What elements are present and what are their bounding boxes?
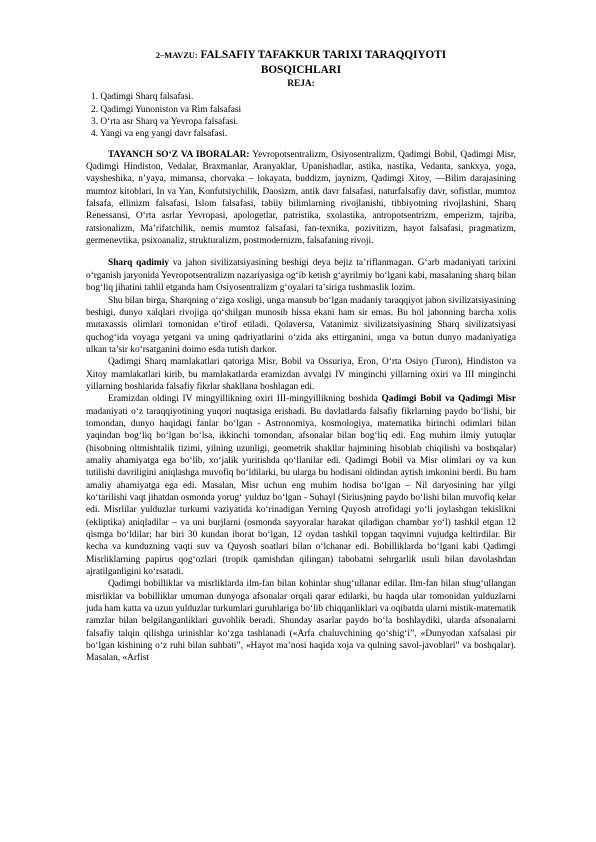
document-page bbox=[86, 48, 516, 665]
page-title bbox=[86, 48, 516, 77]
paragraph-1-bold: Sharq qadimiy bbox=[108, 258, 169, 269]
title-prefix: 2–MAVZU: bbox=[155, 51, 198, 60]
plan-list bbox=[86, 91, 516, 140]
paragraph-5: Qadimgi bobilliklar va misrliklarda ilm-fan bilan kohinlar shug‘ullanar edilar. Ilm-fan bilan shug‘ullangan misrliklar va bobilliklar umuman dunyoga afsonalar orqali qarar edilarki, bu haqda ular tomonidan yulduzlarni juda ham katta va uzun yulduzlar turkumlari guruhlariga bo‘lib chiqqanliklari va oqibatda ularni mistik-matematik ramzlar bilan belgilanganliklari guvohlik beradi. Shunday asarlar paydo bo‘la boshlaydiki, ularda afsonalarni falsafiy talqin qilishga urinishlar ko‘zga tashlanadi («Arfa chaluvchining qo‘shig‘i”, «Dunyodan xafsalasi pir bo‘lgan kishining o‘z ruhi bilan suhbati”, «Hayot ma’nosi haqida xoja va qulning savol-javoblari” va boshqalar). Masalan, «Arfist bbox=[86, 579, 516, 664]
paragraph-2: Shu bilan birga, Sharqning o‘ziga xosligi, unga mansub bo‘lgan madaniy taraqqiyot jahon sivilizatsiyasining beshigi, dunyo xalqlari rivojiga qo‘shilgan munosib hissa ekani ham sir emas. Bu hol jahonning barcha xolis mutaxassis olimlari tomonidan e’tirof etiladi. Qolaversa, Vatanimiz sivilizatsiyasining Sharq sivilizatsiyasi quchog‘ida voyaga yetgani va uning qadriyatlarini o‘zida aks ettirganini, unga va butun dunyo madaniyatiga ulkan ta’sir ko‘rsatganini doimo esda tutish darkor. bbox=[86, 295, 516, 355]
keywords-text: Yevropotsentralizm, Osiyosentralizm, Qadimgi Bobil, Qadimgi Misr, Qadimgi Hindiston, Vedalar, Braxmanlar, Aranyaklar, Upanishadlar, astika, nastika, Vedanta, sankxya, yoga, vaysheshika, n’yaya, mimansa, chorvaka – lokayata, buddizm, jaynizm, Qadimgi Xitoy, ―Bilim darajasining mumtoz kitoblari, In va Yan, Konfutsiychilik, Daosizm, antik davr falsafasi, naturfalsafiy davr, sofistlar, mumtoz falsafa, ellinizm falsafasi, Islom falsafasi, tabiiy bilimlarning rivojlanishi, tibbiyotning rivojlashini, Sharq Renessansi, O‘rta asrlar Yevropasi, apologetlar, patristika, sxolastika, antropotsentrizm, emperizm, tajriba, ratsionalizm, Ma’rifatchilik, nemis mumtoz falsafasi, fan-texnika, pozivitizm, hayot falsafasi, pragmatizm, germenevtika, psixoanaliz, strukturalizm, postmodernizm, falsafaning rivoji. bbox=[86, 149, 516, 247]
paragraph-4-after: madaniyati o‘z taraqqiyotining yuqori nuqtasiga erishadi. Bu davlatlarda falsafiy fikrlarning paydo bo‘lishi, bir tomondan, dunyo haqidagi fanlar bo‘lgan - Astronomiya, kosmologiya, matematika birinchi odimlari bilan yaqindan bog‘liq bo‘lgan bo‘lsa, ikkinchi tomondan, afsonalar bilan bog‘liq edi. Eng muhim ilmiy yutuqlar (hisobning oltmishtalik tizimi, yilning uzunligi, geometrik shakllar hajmining hisoblab chiqilishi va boshqalar) amaliy ahamiyatga ega bo‘lib, xo‘jalik yuritishda qo‘llanilar edi. Qadimgi Bobil va Misr olimlari oy va kun tutilishi davriligini aniqlashga muvofiq bo‘ldilarki, bu ularga bu hodisani oldindan aytish imkonini berdi. Bu ham amaliy ahamiyatga ega edi. Masalan, Misr uchun eng muhim hodisa bo‘lgan – Nil daryosining har yilgi ko‘tarilishi vaqt jihatdan osmonda yorug‘ yulduz bo‘lgan - Suhayl (Sirius)ning paydo bo‘lishi bilan muvofiq kelar edi. Misrlilar yulduzlar turkumi vaziyatida ko‘rinadigan Yerning Quyosh atrofidagi yo‘li joylashgan tekislikni (ekliptika) aniqladilar – va uni burjlarni (osmonda sayyoralar harakat qiladigan chambar yo‘l) tashkil etgan 12 qismga bo‘ldilar; har biri 30 kundan iborat bo‘lgan, 12 oydan tashkil topgan taqvimni vujudga keltirdilar. Bir kecha va kunduzning vaqti suv va Quyosh soatlari bilan o‘lchanar edi. Bobilliklarda bo‘lgani kabi Qadimgi Misrliklarning papirus qog‘ozlari (tropik qamishdan qilingan) tabobatni sehrgarlik usuli bilan davolashdan ajratilganligini ko‘rsatadi. bbox=[86, 406, 516, 578]
paragraph-4 bbox=[86, 393, 516, 578]
plan-item: 3. O‘rta asr Sharq va Yevropa falsafasi. bbox=[91, 117, 239, 128]
plan-item: 4. Yangi va eng yangi davr falsafasi. bbox=[91, 129, 228, 140]
paragraph-3: Qadimgi Sharq mamlakatlari qatoriga Misr, Bobil va Ossuriya, Eron, O‘rta Osiyo (Turon), Hindiston va Xitoy mamlakatlari kirib, bu mamlakatlarda eramizdan avvalgi IV minginchi yillarning oxiri va III minginchi yillarning boshlarida falsafiy fikrlar shakllana boshlagan edi. bbox=[86, 357, 516, 392]
plan-item: 2. Qadimgi Yunoniston va Rim falsafasi bbox=[91, 104, 242, 115]
paragraph-4-bold: Qadimgi Bobil va Qadimgi Misr bbox=[381, 394, 516, 405]
plan-heading: REJA: bbox=[287, 79, 315, 89]
keywords-label: TAYANCH SO‘Z VA IBORALAR: bbox=[108, 149, 250, 160]
paragraph-4-before: Eramizdan oldingi IV mingyillikning oxiri III-mingyillikning boshida bbox=[108, 394, 382, 405]
paragraph-1-text: va jahon sivilizatsiyasining beshigi deya bejiz ta’riflanmagan. G‘arb madaniyati tarixini o‘rganish jaryonida Yevropotsentralizm nazariyasiga og‘ib ketish g‘ayrilmiy bo‘lgani kabi, masalaning sharq bilan bog‘liq jihatini tahlil etganda ham Osiyosentralizm g‘oyalari ta’siriga tushmaslik lozim. bbox=[86, 258, 516, 294]
plan-item: 1. Qadimgi Sharq falsafasi. bbox=[91, 92, 194, 103]
paragraph-1 bbox=[86, 257, 516, 294]
keywords-paragraph bbox=[86, 149, 516, 248]
title-main: FALSAFIY TAFAKKUR TARIXI TARAQQIYOTI BOSQICHLARI bbox=[200, 49, 447, 76]
